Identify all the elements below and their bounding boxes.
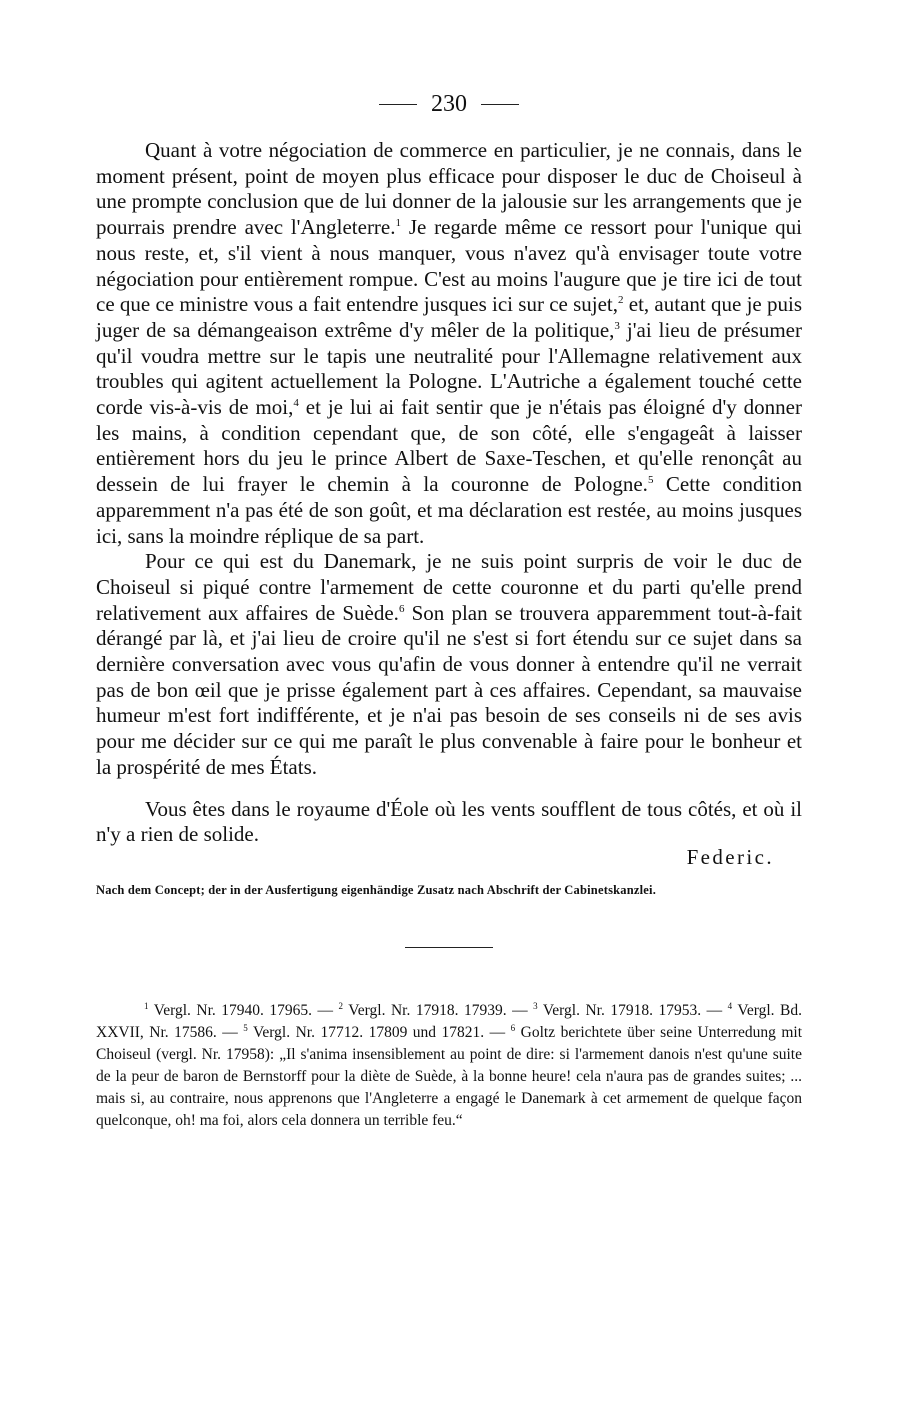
footnote-ref: 2 <box>618 294 624 307</box>
footnote-ref: 5 <box>647 474 654 487</box>
footnote-ref: 3 <box>614 319 620 332</box>
text-span: Pour ce qui est du Danemark, je ne suis point surpris de voir le duc de Choiseul si piqué contre l'armement de cette couronne et du parti qu'elle prend relativement aux affaires de Suède. <box>96 549 802 625</box>
text-span: Cette condition apparemment n'a pas été de son goût, et ma déclaration est restée, au moins jusques ici, sans la moindre réplique de sa part. <box>96 472 802 548</box>
footnote-ref: 6 <box>398 602 405 615</box>
document-page <box>96 84 802 1132</box>
footnote-number: 5 <box>243 1022 248 1033</box>
text-span: et, autant que je puis juger de sa démangeaison extrême d'y mêler de la politique, <box>96 292 803 342</box>
header-rule-right <box>481 104 519 105</box>
footnote-text: Vergl. Nr. 17712. 17809 und 17821. — <box>247 1023 511 1041</box>
page-number: 230 <box>431 90 467 117</box>
footnote-text: Vergl. Nr. 17918. 17953. — <box>537 1001 728 1019</box>
footnote-number: 6 <box>510 1022 516 1033</box>
page-header <box>96 84 802 124</box>
text-span: Son plan se trouvera apparemment tout-à-fait dérangé par là, et j'ai lieu de croire qu'il ne s'est si fort étendu sur ce sujet dans sa dernière conversation avec vous qu'afin de vous donner à entendre qu'il ne verrait pas de bon œil que je prisse également part à ces affaires. Cependant, sa mauvaise humeur m'est fort indifférente, et je n'ai pas besoin de ses conseils ni de ses avis pour me décider sur ce qui me paraît le plus convenable à faire pour le bonheur et la prospérité de mes États. <box>96 600 803 779</box>
text-span: et je lui ai fait sentir que je n'étais pas éloigné d'y donner les mains, à condition cependant que, de son côté, elle s'engageât à laisser entièrement hors du jeu le prince Albert de Saxe-Teschen, et qu'elle renonçât au dessein de lui frayer le chemin à la couronne de Pologne. <box>96 395 802 497</box>
footnote-number: 4 <box>727 1000 733 1011</box>
paragraph-danemark <box>96 549 802 780</box>
footnote-ref: 4 <box>293 397 299 410</box>
source-note: Nach dem Concept; der in der Ausfertigung eigenhändige Zusatz nach Abschrift der Cabinetskanzlei. <box>96 882 657 897</box>
footnote-number: 3 <box>533 1000 538 1011</box>
signature: Federic. <box>686 844 774 869</box>
footnote-separator <box>405 947 493 948</box>
footnote-ref: 1 <box>395 217 401 230</box>
footnote-block <box>96 1000 802 1132</box>
header-rule-left <box>379 104 417 105</box>
text-span: Quant à votre négociation de commerce en particulier, je ne connais, dans le moment présent, point de moyen plus efficace pour disposer le duc de Choiseul à une prompte conclusion que de lui donner de la jalousie sur les arrangements que je pourrais prendre avec l'Angleterre. <box>96 138 802 240</box>
paragraph-postscript: Vous êtes dans le royaume d'Éole où les vents soufflent de tous côtés, et où il n'y a rien de solide. <box>96 796 802 847</box>
footnote-number: 1 <box>144 1000 149 1011</box>
letter-body <box>96 138 802 848</box>
footnote-number: 2 <box>338 1000 344 1011</box>
paragraph-commerce <box>96 138 802 549</box>
spacer <box>96 781 802 797</box>
footnote-text: Vergl. Nr. 17918. 17939. — <box>343 1001 534 1019</box>
text-span: Je regarde même ce ressort pour l'unique qui nous reste, et, s'il vient à nous manquer, vous n'avez qu'à envisager toute votre négociation pour entièrement rompue. C'est au moins l'augure que je tire ici de tout ce que ce ministre vous a fait entendre jusques ici sur ce sujet, <box>96 215 802 317</box>
footnote-text: Vergl. Bd. XXVII, Nr. 17586. — <box>96 1001 803 1041</box>
text-span: j'ai lieu de présumer qu'il voudra mettre sur le tapis une neutralité pour l'Allemagne relativement aux troubles qui agitent actuellement la Pologne. L'Autriche a également touché cette corde vis-à-vis de moi, <box>96 317 802 420</box>
footnotes <box>96 1000 802 1132</box>
footnote-text: Goltz berichtete über seine Unterredung mit Choiseul (vergl. Nr. 17958): „Il s'anima insensiblement au point de dire: si l'armement danois n'est qu'une suite de la peur de baron de Bernstorff pour la diète de Suède, à la bonne heure! cela n'aura pas de grandes suites; ... mais si, au contraire, nous apprenons que l'Angleterre a engagé le Danemark à cet armement de quelque façon quelconque, oh! ma foi, alors cela donnera un terrible feu.“ <box>96 1023 803 1129</box>
footnote-text: Vergl. Nr. 17940. 17965. — <box>148 1001 339 1019</box>
